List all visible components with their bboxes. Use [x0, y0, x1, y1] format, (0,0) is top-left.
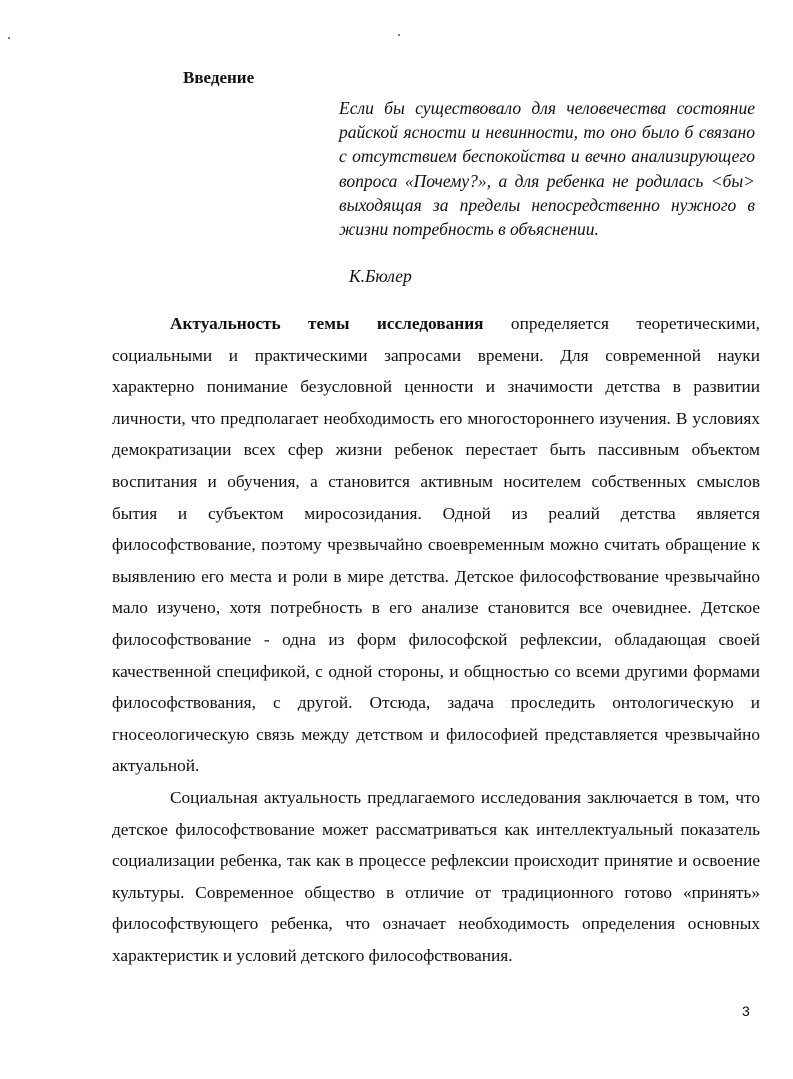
section-heading: Введение	[183, 68, 255, 87]
paragraph-social-relevance: Социальная актуальность предлагаемого исследования заключается в том, что детское философствование может рассматриваться как интеллектуальный показатель социализации ребенка, так как в процессе рефлексии происходит принятие и освоение культуры. Современное общество в отличие от традиционного готово «принять» философствующего ребенка, что означает необходимость определения основных характеристик и условий детского философствования.	[112, 787, 760, 965]
relevance-keyword: Актуальность темы исследования	[170, 314, 484, 333]
paragraph-relevance	[112, 308, 760, 782]
page-number: 3	[742, 1003, 750, 1019]
epigraph-author: К.Бюлер	[349, 266, 412, 286]
scan-speck	[398, 34, 400, 36]
scan-speck	[8, 37, 10, 39]
paragraph-relevance-text: определяется теоретическими, социальными и практическими запросами времени. Для современной науки характерно понимание безусловной ценности и значимости детства в развитии личности, что предполагает необходимость его многостороннего изучения. В условиях демократизации всех сфер жизни ребенок перестает быть пассивным объектом воспитания и обучения, а становится активным носителем собственных смыслов бытия и субъектом миросозидания. Одной из реалий детства является философствование, поэтому чрезвычайно своевременным можно считать обращение к выявлению его места и роли в мире детства. Детское философствование чрезвычайно мало изучено, хотя потребность в его анализе становится все очевиднее. Детское философствование - одна из форм философской рефлексии, обладающая своей качественной спецификой, с одной стороны, и общностью со всеми другими формами философствования, с другой. Отсюда, задача проследить онтологическую и гносеологическую связь между детством и философией представляется чрезвычайно актуальной.	[112, 314, 760, 776]
body-text	[112, 308, 760, 971]
epigraph-quote: Если бы существовало для человечества состояние райской ясности и невинности, то оно было б связано с отсутствием беспокойства и вечно анализирующего вопроса «Почему?», а для ребенка не родилась <бы> выходящая за пределы непосредственно нужного в жизни потребность в объяснении.	[339, 98, 755, 240]
